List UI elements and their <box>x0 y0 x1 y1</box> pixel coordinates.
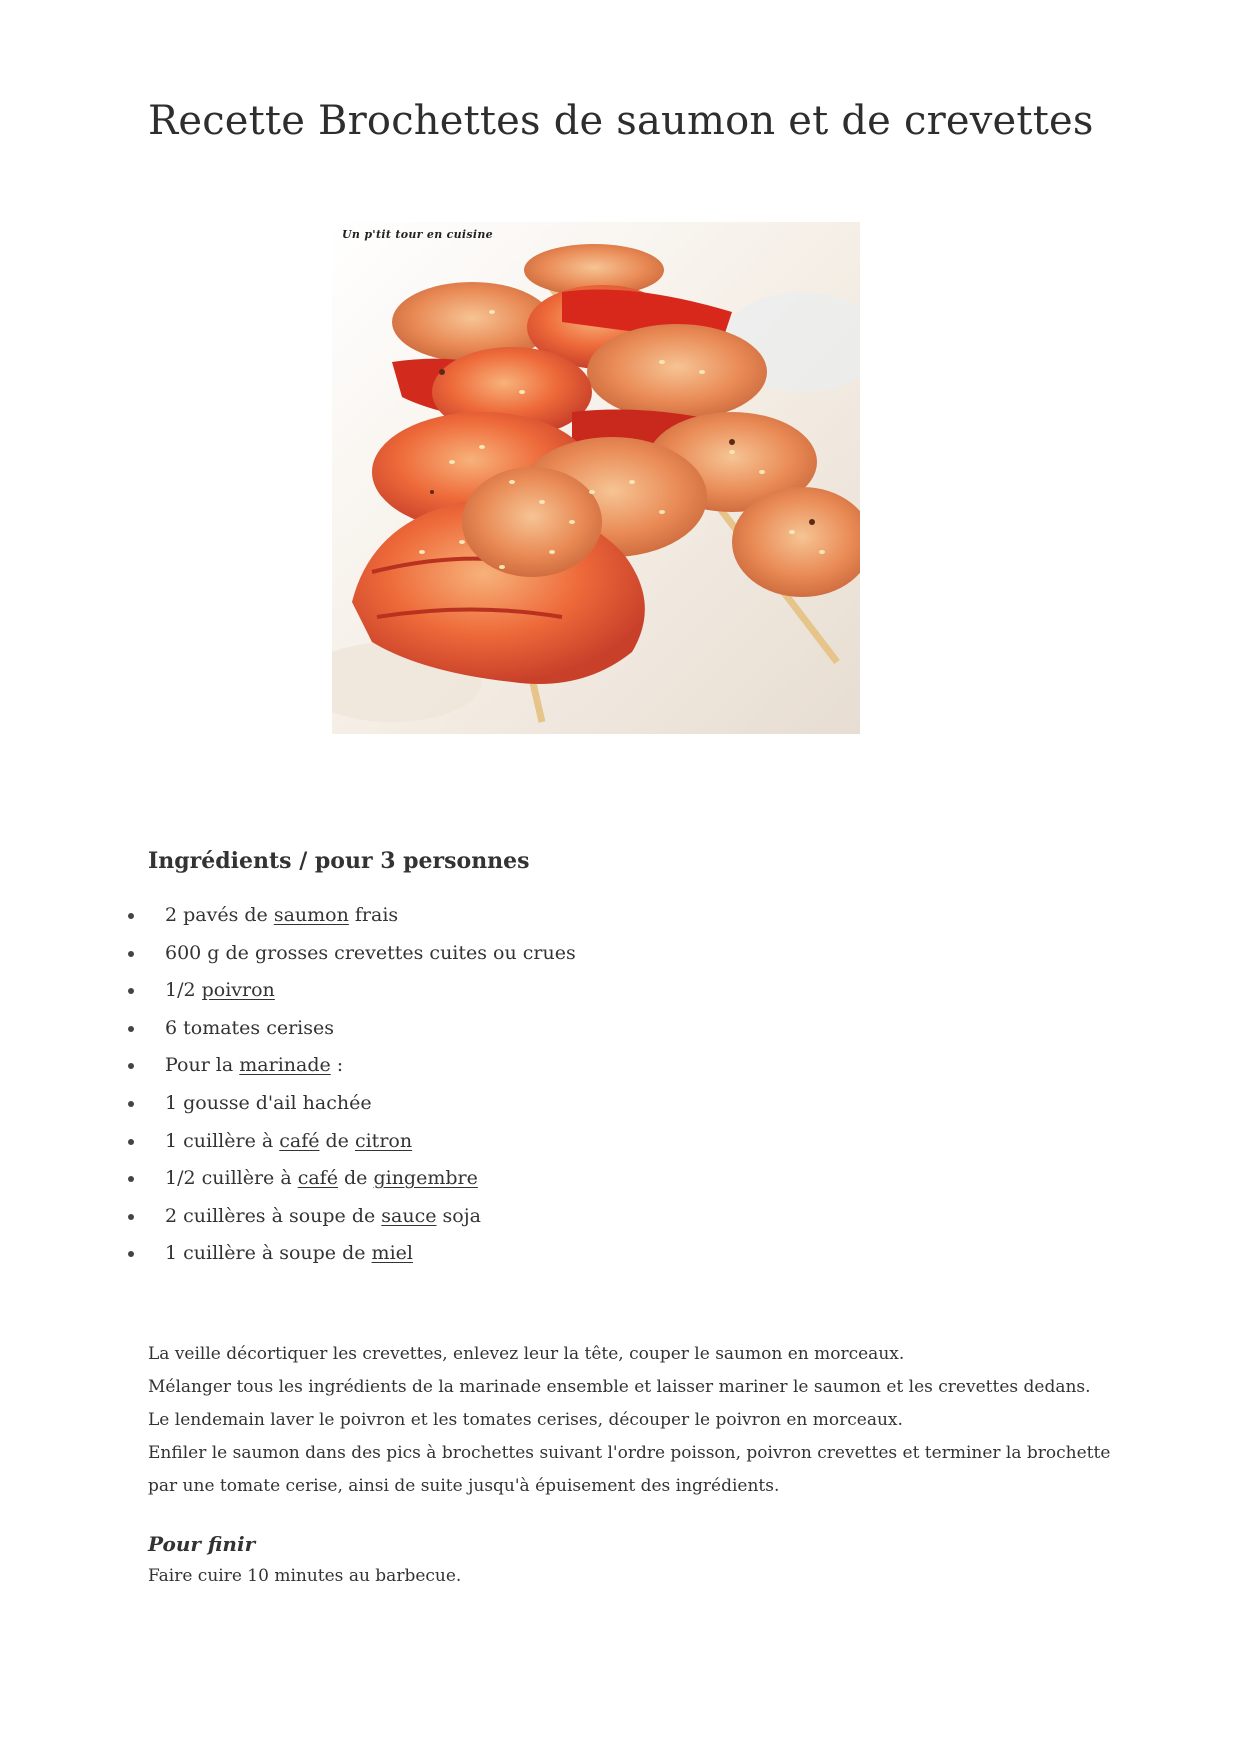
bullet-icon <box>128 1251 134 1257</box>
recipe-title: Recette Brochettes de saumon et de crevettes <box>148 98 1094 144</box>
bullet-icon <box>128 1101 134 1107</box>
ingredient-item: 1 cuillère à soupe de miel <box>0 1235 576 1273</box>
bullet-icon <box>128 1026 134 1032</box>
step-line: par une tomate cerise, ainsi de suite jusqu'à épuisement des ingrédients. <box>148 1476 780 1496</box>
ingredient-item: 6 tomates cerises <box>0 1010 576 1048</box>
ingredient-item: 1/2 cuillère à café de gingembre <box>0 1160 576 1198</box>
ingredient-item: 600 g de grosses crevettes cuites ou crues <box>0 935 576 973</box>
ingredient-link[interactable]: sauce <box>381 1204 437 1227</box>
ingredient-item: 2 pavés de saumon frais <box>0 897 576 935</box>
ingredient-link[interactable]: gingembre <box>373 1167 478 1190</box>
bullet-icon <box>128 913 134 919</box>
ingredient-item: 1 cuillère à café de citron <box>0 1123 576 1161</box>
bullet-icon <box>128 951 134 957</box>
ingredients-list <box>0 897 576 1273</box>
step-line: Enfiler le saumon dans des pics à brochettes suivant l'ordre poisson, poivron crevettes et terminer la brochette <box>148 1443 1111 1463</box>
ingredient-link[interactable]: citron <box>354 1129 413 1152</box>
bullet-icon <box>128 1063 134 1069</box>
recipe-photo <box>332 222 860 734</box>
ingredient-link[interactable]: café <box>279 1129 320 1152</box>
finish-text: Faire cuire 10 minutes au barbecue. <box>148 1566 462 1586</box>
bullet-icon <box>128 1214 134 1220</box>
step-line: La veille décortiquer les crevettes, enlevez leur la tête, couper le saumon en morceaux. <box>148 1344 905 1364</box>
ingredient-link[interactable]: café <box>297 1167 338 1190</box>
skewers-illustration <box>332 222 860 734</box>
ingredient-link[interactable]: miel <box>371 1242 413 1265</box>
finish-heading: Pour finir <box>148 1532 256 1556</box>
photo-watermark: Un p'tit tour en cuisine <box>342 228 493 241</box>
ingredient-item: Pour la marinade : <box>0 1047 576 1085</box>
ingredient-item: 2 cuillères à soupe de sauce soja <box>0 1198 576 1236</box>
step-line: Le lendemain laver le poivron et les tomates cerises, découper le poivron en morceaux. <box>148 1410 903 1430</box>
ingredient-item: 1/2 poivron <box>0 972 576 1010</box>
preparation-steps <box>148 1338 1128 1503</box>
ingredients-heading: Ingrédients / pour 3 personnes <box>148 848 530 874</box>
ingredient-link[interactable]: saumon <box>273 904 349 926</box>
ingredient-link[interactable]: marinade <box>239 1054 331 1077</box>
ingredient-link[interactable]: poivron <box>201 979 275 1002</box>
bullet-icon <box>128 1139 134 1145</box>
ingredient-item: 1 gousse d'ail hachée <box>0 1085 576 1123</box>
bullet-icon <box>128 988 134 994</box>
bullet-icon <box>128 1176 134 1182</box>
step-line: Mélanger tous les ingrédients de la marinade ensemble et laisser mariner le saumon et les crevettes dedans. <box>148 1377 1091 1397</box>
